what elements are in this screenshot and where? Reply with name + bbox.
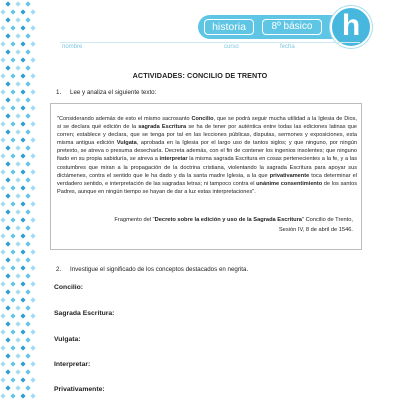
- decorative-diamond: [20, 249, 25, 254]
- decorative-diamond: [30, 137, 35, 142]
- decorative-diamond: [5, 113, 10, 118]
- decorative-diamond: [5, 49, 10, 54]
- decorative-diamond: [15, 33, 20, 38]
- decorative-diamond: [20, 217, 25, 222]
- decorative-pattern: [0, 0, 38, 400]
- decorative-diamond: [0, 377, 5, 382]
- decorative-diamond: [20, 377, 25, 382]
- decorative-diamond: [0, 41, 5, 46]
- decorative-diamond: [15, 97, 20, 102]
- decorative-diamond: [10, 297, 15, 302]
- instruction-text: Investigue el significado de los conceptos destacados en negrita.: [70, 266, 249, 273]
- decorative-diamond: [15, 385, 20, 390]
- decorative-diamond: [20, 329, 25, 334]
- instruction-2: [56, 266, 248, 273]
- decorative-diamond: [10, 329, 15, 334]
- concept-label: Privativamente:: [54, 386, 105, 393]
- decorative-diamond: [30, 217, 35, 222]
- decorative-diamond: [20, 345, 25, 350]
- decorative-diamond: [10, 121, 15, 126]
- decorative-diamond: [20, 233, 25, 238]
- decorative-diamond: [20, 185, 25, 190]
- decorative-diamond: [0, 313, 5, 318]
- decorative-diamond: [25, 225, 30, 230]
- decorative-diamond: [30, 345, 35, 350]
- highlight-privativamente: privativamente: [269, 172, 310, 179]
- decorative-diamond: [20, 169, 25, 174]
- decorative-diamond: [5, 369, 10, 374]
- decorative-diamond: [25, 33, 30, 38]
- decorative-diamond: [0, 393, 5, 398]
- instruction-text: Lee y analiza el siguiente texto:: [70, 89, 157, 96]
- decorative-diamond: [15, 305, 20, 310]
- decorative-diamond: [10, 105, 15, 110]
- decorative-diamond: [25, 353, 30, 358]
- decorative-diamond: [0, 361, 5, 366]
- decorative-diamond: [25, 257, 30, 262]
- decorative-diamond: [5, 337, 10, 342]
- decorative-diamond: [25, 177, 30, 182]
- decorative-diamond: [0, 25, 5, 30]
- quote-box: [50, 103, 362, 250]
- concept-label: Sagrada Escritura:: [54, 310, 115, 317]
- decorative-diamond: [30, 57, 35, 62]
- decorative-diamond: [25, 161, 30, 166]
- quote-source: Fragmento del "Decreto sobre la edición y uso de la Sagrada Escritura" Concilio de Trento, Sesión IV, 8 de abril de 1546.: [114, 217, 353, 233]
- decorative-diamond: [10, 345, 15, 350]
- highlight-vulgata: Vulgata: [116, 140, 137, 147]
- decorative-diamond: [10, 25, 15, 30]
- decorative-diamond: [0, 105, 5, 110]
- decorative-diamond: [5, 385, 10, 390]
- decorative-diamond: [25, 145, 30, 150]
- decorative-diamond: [15, 81, 20, 86]
- decorative-diamond: [10, 137, 15, 142]
- decorative-diamond: [15, 49, 20, 54]
- decorative-diamond: [30, 121, 35, 126]
- decorative-diamond: [5, 257, 10, 262]
- decorative-diamond: [0, 57, 5, 62]
- decorative-diamond: [0, 345, 5, 350]
- decorative-diamond: [5, 145, 10, 150]
- decorative-diamond: [15, 337, 20, 342]
- decorative-diamond: [10, 89, 15, 94]
- decorative-diamond: [5, 129, 10, 134]
- decorative-diamond: [15, 209, 20, 214]
- decorative-diamond: [20, 41, 25, 46]
- decorative-diamond: [25, 1, 30, 6]
- decorative-diamond: [25, 337, 30, 342]
- decorative-diamond: [10, 249, 15, 254]
- quote-text: "Considerando además de esto el mismo sacrosanto Concilio, que se podrá seguir mucha utilidad a la Iglesia de Dios, si se declara qué edición de la sagrada Escritura se ha de tener por auténtica entre todas las ediciones latinas que corren; establece y declara, que se tenga por tal en las lecciones públicas, disputas, sermones y exposiciones, esta misma antigua edición Vulgata, aprobada en la Iglesia por el largo uso de tantos siglos; y que ninguno, por ningún pretexto, se atreva o presuma desecharla. Decreta además, con el fin de contener los ingenios insolentes; que ninguno fiado en su propia sabiduría, se atreva a interpretar la misma sagrada Escritura en cosas pertenecientes a la fe, y a las costumbres que miran a la propagación de la doctrina cristiana, violentando la sagrada Escritura para apoyar sus dictámenes, contra el sentido que le ha dado y da la santa madre Iglesia, a la que privativamente toca determinar el verdadero sentido, e interpretación de las sagradas letras; ni tampoco contra el unánime consentimiento de los santos Padres, aunque en ningún tiempo se hayan de dar a luz estas interpretaciones".: [57, 116, 358, 195]
- decorative-diamond: [5, 321, 10, 326]
- decorative-diamond: [20, 313, 25, 318]
- decorative-diamond: [25, 81, 30, 86]
- decorative-diamond: [30, 281, 35, 286]
- decorative-diamond: [5, 1, 10, 6]
- concept-label: Concilio:: [54, 284, 84, 291]
- decorative-diamond: [0, 297, 5, 302]
- decorative-diamond: [30, 89, 35, 94]
- decorative-diamond: [20, 57, 25, 62]
- decorative-diamond: [15, 369, 20, 374]
- decorative-diamond: [20, 137, 25, 142]
- decorative-diamond: [15, 1, 20, 6]
- decorative-diamond: [30, 41, 35, 46]
- decorative-diamond: [10, 265, 15, 270]
- decorative-diamond: [15, 273, 20, 278]
- decorative-diamond: [30, 185, 35, 190]
- decorative-diamond: [10, 9, 15, 14]
- decorative-diamond: [0, 169, 5, 174]
- decorative-diamond: [15, 65, 20, 70]
- decorative-diamond: [10, 393, 15, 398]
- decorative-diamond: [20, 9, 25, 14]
- decorative-diamond: [25, 65, 30, 70]
- decorative-diamond: [20, 201, 25, 206]
- decorative-diamond: [20, 393, 25, 398]
- highlight-concilio: Concilio: [191, 116, 214, 122]
- decorative-diamond: [0, 265, 5, 270]
- decorative-diamond: [15, 241, 20, 246]
- decorative-diamond: [5, 225, 10, 230]
- decorative-diamond: [30, 153, 35, 158]
- decorative-diamond: [30, 233, 35, 238]
- decorative-diamond: [20, 121, 25, 126]
- decorative-diamond: [0, 89, 5, 94]
- logo-letter: h: [341, 9, 361, 42]
- decorative-diamond: [0, 233, 5, 238]
- decorative-diamond: [0, 185, 5, 190]
- decorative-diamond: [5, 241, 10, 246]
- decorative-diamond: [20, 265, 25, 270]
- decorative-diamond: [0, 217, 5, 222]
- decorative-diamond: [30, 9, 35, 14]
- decorative-diamond: [25, 385, 30, 390]
- decorative-diamond: [20, 297, 25, 302]
- decorative-diamond: [20, 153, 25, 158]
- grade-badge: 8º básico: [262, 19, 322, 35]
- decorative-diamond: [0, 121, 5, 126]
- decorative-diamond: [5, 177, 10, 182]
- decorative-diamond: [20, 281, 25, 286]
- decorative-diamond: [30, 169, 35, 174]
- decorative-diamond: [15, 321, 20, 326]
- decorative-diamond: [30, 393, 35, 398]
- decorative-diamond: [5, 209, 10, 214]
- highlight-interpretar: interpretar: [159, 156, 188, 163]
- instruction-1: [56, 89, 156, 96]
- decorative-diamond: [15, 257, 20, 262]
- decorative-diamond: [30, 105, 35, 110]
- decorative-diamond: [10, 217, 15, 222]
- decorative-diamond: [20, 89, 25, 94]
- decorative-diamond: [15, 145, 20, 150]
- activity-title: ACTIVIDADES: CONCILIO DE TRENTO: [132, 71, 268, 80]
- decorative-diamond: [30, 361, 35, 366]
- decorative-diamond: [20, 25, 25, 30]
- decorative-diamond: [15, 353, 20, 358]
- decorative-diamond: [25, 129, 30, 134]
- decorative-diamond: [30, 377, 35, 382]
- decorative-diamond: [0, 153, 5, 158]
- decorative-diamond: [0, 201, 5, 206]
- decorative-diamond: [30, 201, 35, 206]
- decorative-diamond: [20, 361, 25, 366]
- decorative-diamond: [5, 353, 10, 358]
- decorative-diamond: [5, 161, 10, 166]
- decorative-diamond: [15, 129, 20, 134]
- decorative-diamond: [10, 41, 15, 46]
- concept-label: Vulgata:: [54, 336, 81, 343]
- decorative-diamond: [30, 329, 35, 334]
- decorative-diamond: [30, 265, 35, 270]
- decorative-diamond: [25, 17, 30, 22]
- decorative-diamond: [5, 17, 10, 22]
- decorative-diamond: [15, 17, 20, 22]
- decorative-diamond: [10, 377, 15, 382]
- decorative-diamond: [25, 193, 30, 198]
- decorative-diamond: [30, 249, 35, 254]
- decorative-diamond: [10, 313, 15, 318]
- decorative-diamond: [15, 289, 20, 294]
- decorative-diamond: [15, 161, 20, 166]
- header-divider: [60, 42, 360, 43]
- decorative-diamond: [5, 81, 10, 86]
- decorative-diamond: [25, 305, 30, 310]
- decorative-diamond: [5, 305, 10, 310]
- date-label: fecha: [280, 44, 295, 50]
- subject-badge: historia: [204, 19, 254, 35]
- decorative-diamond: [15, 113, 20, 118]
- decorative-diamond: [20, 105, 25, 110]
- decorative-diamond: [25, 273, 30, 278]
- decorative-diamond: [10, 185, 15, 190]
- instruction-number: 2.: [56, 266, 62, 273]
- decorative-diamond: [25, 49, 30, 54]
- decorative-diamond: [5, 65, 10, 70]
- decorative-diamond: [5, 289, 10, 294]
- decorative-diamond: [5, 33, 10, 38]
- decorative-diamond: [10, 57, 15, 62]
- decorative-diamond: [10, 169, 15, 174]
- decorative-diamond: [25, 113, 30, 118]
- decorative-diamond: [25, 209, 30, 214]
- decorative-diamond: [25, 321, 30, 326]
- decorative-diamond: [30, 313, 35, 318]
- decorative-diamond: [0, 249, 5, 254]
- decorative-diamond: [25, 241, 30, 246]
- concept-label: Interpretar:: [54, 361, 91, 368]
- decorative-diamond: [0, 137, 5, 142]
- decorative-diamond: [10, 201, 15, 206]
- decorative-diamond: [0, 281, 5, 286]
- decorative-diamond: [5, 97, 10, 102]
- decorative-diamond: [30, 297, 35, 302]
- highlight-sagrada-escritura: sagrada Escritura: [138, 124, 187, 131]
- decorative-diamond: [30, 25, 35, 30]
- decorative-diamond: [10, 233, 15, 238]
- decorative-diamond: [15, 193, 20, 198]
- decorative-diamond: [25, 289, 30, 294]
- highlight-unanime-consentimiento: unánime consentimiento: [256, 180, 323, 187]
- decorative-diamond: [10, 361, 15, 366]
- name-label: nombre: [62, 44, 83, 50]
- decorative-diamond: [0, 329, 5, 334]
- decorative-diamond: [0, 9, 5, 14]
- decorative-diamond: [25, 97, 30, 102]
- decorative-diamond: [10, 281, 15, 286]
- decorative-diamond: [15, 225, 20, 230]
- decorative-diamond: [15, 177, 20, 182]
- decorative-diamond: [5, 273, 10, 278]
- decorative-diamond: [5, 193, 10, 198]
- instruction-number: 1.: [56, 89, 62, 96]
- course-label: curso: [224, 44, 239, 50]
- decorative-diamond: [10, 153, 15, 158]
- decorative-diamond: [25, 369, 30, 374]
